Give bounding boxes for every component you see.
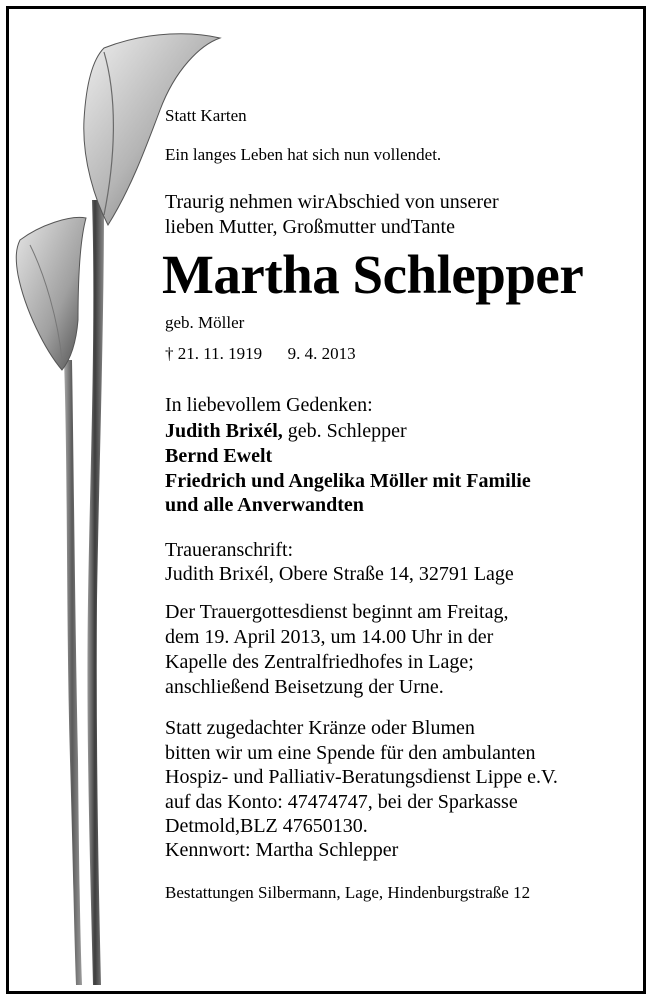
donation-line-2: bitten wir um eine Spende für den ambulanten (165, 742, 536, 764)
address-line: Judith Brixél, Obere Straße 14, 32791 Lage (165, 563, 514, 585)
traurig-line-2: lieben Mutter, Großmutter undTante (165, 216, 455, 238)
mourner-line-4: und alle Anverwandten (165, 494, 364, 516)
donation-line-5: Detmold,BLZ 47650130. (165, 815, 368, 837)
service-line-1: Der Trauergottesdienst beginnt am Freitag, (165, 601, 509, 623)
service-line-2: dem 19. April 2013, um 14.00 Uhr in der (165, 626, 494, 648)
statt-karten: Statt Karten (165, 106, 247, 125)
mourner-judith-birthname: geb. Schlepper (282, 420, 407, 442)
intro-line: Ein langes Leben hat sich nun vollendet. (165, 145, 442, 164)
lily-stem-main (87, 200, 104, 985)
mourner-line-2: Bernd Ewelt (165, 445, 273, 467)
mourner-line-3: Friedrich und Angelika Möller mit Familie (165, 470, 531, 492)
deceased-name: Martha Schlepper (162, 244, 584, 305)
birth-name: geb. Möller (165, 313, 245, 332)
life-dates: † 21. 11. 1919 9. 4. 2013 (165, 344, 356, 363)
address-heading: Traueranschrift: (165, 539, 294, 561)
traurig-line-1: Traurig nehmen wirAbschied von unserer (165, 191, 499, 213)
service-line-3: Kapelle des Zentralfriedhofes in Lage; (165, 651, 474, 673)
mourner-line-1 (165, 420, 407, 443)
lily-stem-small (64, 360, 82, 985)
donation-line-1: Statt zugedachter Kränze oder Blumen (165, 717, 475, 739)
donation-line-6: Kennwort: Martha Schlepper (165, 839, 399, 861)
service-line-4: anschließend Beisetzung der Urne. (165, 676, 444, 698)
donation-line-4: auf das Konto: 47474747, bei der Sparkasse (165, 791, 518, 813)
lily-flower-lower (16, 217, 86, 370)
mourners-heading: In liebevollem Gedenken: (165, 394, 373, 416)
donation-line-3: Hospiz- und Palliativ-Beratungsdienst Lippe e.V. (165, 766, 558, 788)
funeral-home: Bestattungen Silbermann, Lage, Hindenburgstraße 12 (165, 883, 531, 902)
mourner-judith: Judith Brixél, (165, 420, 283, 442)
